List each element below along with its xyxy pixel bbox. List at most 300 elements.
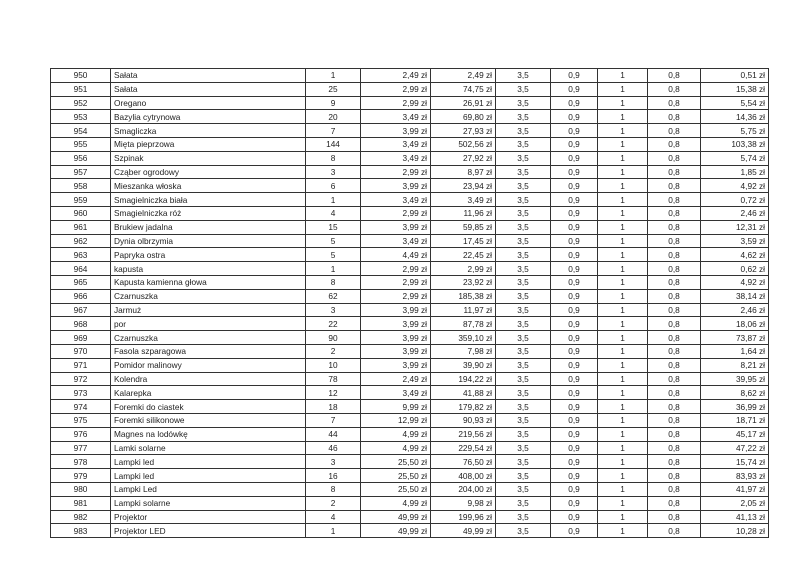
factor-d-cell: 0,8 [648, 358, 701, 372]
row-number-cell: 977 [51, 441, 111, 455]
factor-c-cell: 1 [598, 165, 648, 179]
result-amount-cell: 3,59 zł [701, 234, 769, 248]
row-number-cell: 958 [51, 179, 111, 193]
factor-c-cell: 1 [598, 124, 648, 138]
unit-price-cell: 25,50 zł [361, 482, 431, 496]
factor-a-cell: 3,5 [496, 372, 551, 386]
row-number-cell: 970 [51, 344, 111, 358]
factor-d-cell: 0,8 [648, 510, 701, 524]
product-name-cell: kapusta [111, 262, 306, 276]
factor-a-cell: 3,5 [496, 303, 551, 317]
table-row [51, 441, 769, 455]
factor-c-cell: 1 [598, 455, 648, 469]
product-name-cell: Dynia olbrzymia [111, 234, 306, 248]
factor-d-cell: 0,8 [648, 317, 701, 331]
result-amount-cell: 0,62 zł [701, 262, 769, 276]
row-number-cell: 953 [51, 110, 111, 124]
factor-d-cell: 0,8 [648, 275, 701, 289]
result-amount-cell: 83,93 zł [701, 469, 769, 483]
factor-d-cell: 0,8 [648, 372, 701, 386]
factor-c-cell: 1 [598, 400, 648, 414]
factor-a-cell: 3,5 [496, 331, 551, 345]
unit-price-cell: 2,49 zł [361, 69, 431, 83]
total-price-cell: 229,54 zł [431, 441, 496, 455]
unit-price-cell: 3,99 zł [361, 220, 431, 234]
product-name-cell: Sałata [111, 69, 306, 83]
factor-d-cell: 0,8 [648, 400, 701, 414]
factor-c-cell: 1 [598, 427, 648, 441]
row-number-cell: 956 [51, 151, 111, 165]
table-row [51, 331, 769, 345]
quantity-cell: 7 [306, 413, 361, 427]
table-row [51, 469, 769, 483]
total-price-cell: 59,85 zł [431, 220, 496, 234]
quantity-cell: 2 [306, 496, 361, 510]
quantity-cell: 1 [306, 69, 361, 83]
result-amount-cell: 36,99 zł [701, 400, 769, 414]
unit-price-cell: 49,99 zł [361, 524, 431, 538]
result-amount-cell: 15,38 zł [701, 82, 769, 96]
table-row [51, 262, 769, 276]
factor-b-cell: 0,9 [551, 372, 598, 386]
factor-a-cell: 3,5 [496, 234, 551, 248]
factor-c-cell: 1 [598, 69, 648, 83]
table-row [51, 248, 769, 262]
factor-b-cell: 0,9 [551, 482, 598, 496]
total-price-cell: 3,49 zł [431, 193, 496, 207]
factor-a-cell: 3,5 [496, 96, 551, 110]
table-row [51, 206, 769, 220]
factor-d-cell: 0,8 [648, 482, 701, 496]
result-amount-cell: 8,21 zł [701, 358, 769, 372]
result-amount-cell: 4,92 zł [701, 179, 769, 193]
product-name-cell: Czarnuszka [111, 331, 306, 345]
factor-d-cell: 0,8 [648, 165, 701, 179]
table-row [51, 413, 769, 427]
total-price-cell: 69,80 zł [431, 110, 496, 124]
result-amount-cell: 38,14 zł [701, 289, 769, 303]
result-amount-cell: 0,51 zł [701, 69, 769, 83]
factor-d-cell: 0,8 [648, 220, 701, 234]
factor-b-cell: 0,9 [551, 344, 598, 358]
factor-c-cell: 1 [598, 524, 648, 538]
table-row [51, 372, 769, 386]
result-amount-cell: 45,17 zł [701, 427, 769, 441]
factor-a-cell: 3,5 [496, 151, 551, 165]
product-name-cell: Kapusta kamienna głowa [111, 275, 306, 289]
row-number-cell: 982 [51, 510, 111, 524]
product-name-cell: Oregano [111, 96, 306, 110]
total-price-cell: 39,90 zł [431, 358, 496, 372]
quantity-cell: 1 [306, 193, 361, 207]
unit-price-cell: 3,99 zł [361, 317, 431, 331]
factor-a-cell: 3,5 [496, 289, 551, 303]
result-amount-cell: 0,72 zł [701, 193, 769, 207]
unit-price-cell: 2,99 zł [361, 206, 431, 220]
product-name-cell: Lampki led [111, 469, 306, 483]
factor-a-cell: 3,5 [496, 193, 551, 207]
table-row [51, 69, 769, 83]
factor-a-cell: 3,5 [496, 427, 551, 441]
factor-a-cell: 3,5 [496, 82, 551, 96]
table-row [51, 110, 769, 124]
factor-b-cell: 0,9 [551, 386, 598, 400]
total-price-cell: 87,78 zł [431, 317, 496, 331]
total-price-cell: 408,00 zł [431, 469, 496, 483]
factor-c-cell: 1 [598, 179, 648, 193]
table-row [51, 510, 769, 524]
unit-price-cell: 2,99 zł [361, 262, 431, 276]
factor-a-cell: 3,5 [496, 110, 551, 124]
table-row [51, 275, 769, 289]
product-name-cell: Szpinak [111, 151, 306, 165]
result-amount-cell: 5,74 zł [701, 151, 769, 165]
total-price-cell: 41,88 zł [431, 386, 496, 400]
factor-b-cell: 0,9 [551, 331, 598, 345]
result-amount-cell: 15,74 zł [701, 455, 769, 469]
factor-a-cell: 3,5 [496, 317, 551, 331]
result-amount-cell: 103,38 zł [701, 137, 769, 151]
factor-b-cell: 0,9 [551, 262, 598, 276]
factor-a-cell: 3,5 [496, 400, 551, 414]
factor-a-cell: 3,5 [496, 220, 551, 234]
factor-b-cell: 0,9 [551, 82, 598, 96]
factor-b-cell: 0,9 [551, 220, 598, 234]
quantity-cell: 5 [306, 234, 361, 248]
table-row [51, 179, 769, 193]
total-price-cell: 23,94 zł [431, 179, 496, 193]
quantity-cell: 62 [306, 289, 361, 303]
row-number-cell: 954 [51, 124, 111, 138]
factor-a-cell: 3,5 [496, 248, 551, 262]
quantity-cell: 4 [306, 510, 361, 524]
row-number-cell: 976 [51, 427, 111, 441]
product-name-cell: Lamki solarne [111, 441, 306, 455]
total-price-cell: 185,38 zł [431, 289, 496, 303]
quantity-cell: 10 [306, 358, 361, 372]
row-number-cell: 973 [51, 386, 111, 400]
quantity-cell: 16 [306, 469, 361, 483]
factor-a-cell: 3,5 [496, 413, 551, 427]
factor-d-cell: 0,8 [648, 124, 701, 138]
quantity-cell: 6 [306, 179, 361, 193]
factor-a-cell: 3,5 [496, 69, 551, 83]
factor-c-cell: 1 [598, 331, 648, 345]
row-number-cell: 955 [51, 137, 111, 151]
row-number-cell: 967 [51, 303, 111, 317]
factor-c-cell: 1 [598, 248, 648, 262]
quantity-cell: 44 [306, 427, 361, 441]
factor-c-cell: 1 [598, 82, 648, 96]
factor-c-cell: 1 [598, 137, 648, 151]
total-price-cell: 2,49 zł [431, 69, 496, 83]
unit-price-cell: 3,99 zł [361, 358, 431, 372]
factor-d-cell: 0,8 [648, 524, 701, 538]
table-row [51, 96, 769, 110]
factor-a-cell: 3,5 [496, 441, 551, 455]
factor-c-cell: 1 [598, 510, 648, 524]
total-price-cell: 76,50 zł [431, 455, 496, 469]
factor-a-cell: 3,5 [496, 165, 551, 179]
factor-a-cell: 3,5 [496, 524, 551, 538]
factor-c-cell: 1 [598, 441, 648, 455]
data-table [50, 68, 769, 538]
factor-a-cell: 3,5 [496, 386, 551, 400]
quantity-cell: 8 [306, 275, 361, 289]
row-number-cell: 968 [51, 317, 111, 331]
factor-b-cell: 0,9 [551, 441, 598, 455]
quantity-cell: 46 [306, 441, 361, 455]
table-row [51, 82, 769, 96]
factor-c-cell: 1 [598, 220, 648, 234]
unit-price-cell: 4,99 zł [361, 496, 431, 510]
product-name-cell: Projektor LED [111, 524, 306, 538]
quantity-cell: 3 [306, 303, 361, 317]
result-amount-cell: 1,85 zł [701, 165, 769, 179]
total-price-cell: 49,99 zł [431, 524, 496, 538]
unit-price-cell: 3,49 zł [361, 151, 431, 165]
total-price-cell: 8,97 zł [431, 165, 496, 179]
result-amount-cell: 12,31 zł [701, 220, 769, 234]
total-price-cell: 179,82 zł [431, 400, 496, 414]
unit-price-cell: 4,99 zł [361, 441, 431, 455]
product-name-cell: Czarnuszka [111, 289, 306, 303]
product-name-cell: Magnes na lodówkę [111, 427, 306, 441]
factor-d-cell: 0,8 [648, 110, 701, 124]
quantity-cell: 3 [306, 455, 361, 469]
factor-b-cell: 0,9 [551, 275, 598, 289]
factor-b-cell: 0,9 [551, 96, 598, 110]
total-price-cell: 502,56 zł [431, 137, 496, 151]
row-number-cell: 951 [51, 82, 111, 96]
table-row [51, 455, 769, 469]
unit-price-cell: 3,99 zł [361, 331, 431, 345]
factor-d-cell: 0,8 [648, 441, 701, 455]
factor-a-cell: 3,5 [496, 455, 551, 469]
factor-d-cell: 0,8 [648, 206, 701, 220]
row-number-cell: 980 [51, 482, 111, 496]
product-name-cell: Smagliczka [111, 124, 306, 138]
result-amount-cell: 2,46 zł [701, 303, 769, 317]
quantity-cell: 4 [306, 206, 361, 220]
factor-b-cell: 0,9 [551, 234, 598, 248]
factor-c-cell: 1 [598, 206, 648, 220]
factor-a-cell: 3,5 [496, 124, 551, 138]
factor-d-cell: 0,8 [648, 469, 701, 483]
factor-c-cell: 1 [598, 344, 648, 358]
factor-b-cell: 0,9 [551, 151, 598, 165]
factor-c-cell: 1 [598, 193, 648, 207]
factor-c-cell: 1 [598, 358, 648, 372]
result-amount-cell: 18,71 zł [701, 413, 769, 427]
factor-a-cell: 3,5 [496, 344, 551, 358]
factor-b-cell: 0,9 [551, 110, 598, 124]
factor-d-cell: 0,8 [648, 344, 701, 358]
product-name-cell: Bazylia cytrynowa [111, 110, 306, 124]
row-number-cell: 981 [51, 496, 111, 510]
product-name-cell: Smagielniczka róż [111, 206, 306, 220]
factor-c-cell: 1 [598, 234, 648, 248]
factor-a-cell: 3,5 [496, 137, 551, 151]
row-number-cell: 963 [51, 248, 111, 262]
factor-a-cell: 3,5 [496, 358, 551, 372]
row-number-cell: 952 [51, 96, 111, 110]
factor-b-cell: 0,9 [551, 455, 598, 469]
factor-c-cell: 1 [598, 317, 648, 331]
unit-price-cell: 3,49 zł [361, 234, 431, 248]
product-name-cell: Mięta pieprzowa [111, 137, 306, 151]
total-price-cell: 219,56 zł [431, 427, 496, 441]
product-name-cell: Pomidor malinowy [111, 358, 306, 372]
quantity-cell: 1 [306, 262, 361, 276]
factor-c-cell: 1 [598, 262, 648, 276]
table-row [51, 344, 769, 358]
factor-d-cell: 0,8 [648, 496, 701, 510]
total-price-cell: 359,10 zł [431, 331, 496, 345]
unit-price-cell: 2,99 zł [361, 165, 431, 179]
factor-b-cell: 0,9 [551, 317, 598, 331]
factor-a-cell: 3,5 [496, 510, 551, 524]
factor-a-cell: 3,5 [496, 275, 551, 289]
factor-d-cell: 0,8 [648, 137, 701, 151]
row-number-cell: 978 [51, 455, 111, 469]
factor-b-cell: 0,9 [551, 413, 598, 427]
total-price-cell: 27,93 zł [431, 124, 496, 138]
total-price-cell: 17,45 zł [431, 234, 496, 248]
factor-d-cell: 0,8 [648, 427, 701, 441]
unit-price-cell: 4,49 zł [361, 248, 431, 262]
factor-b-cell: 0,9 [551, 248, 598, 262]
row-number-cell: 979 [51, 469, 111, 483]
quantity-cell: 90 [306, 331, 361, 345]
table-row [51, 496, 769, 510]
row-number-cell: 964 [51, 262, 111, 276]
factor-d-cell: 0,8 [648, 193, 701, 207]
table-row [51, 124, 769, 138]
factor-c-cell: 1 [598, 151, 648, 165]
result-amount-cell: 10,28 zł [701, 524, 769, 538]
result-amount-cell: 73,87 zł [701, 331, 769, 345]
quantity-cell: 78 [306, 372, 361, 386]
result-amount-cell: 4,62 zł [701, 248, 769, 262]
factor-c-cell: 1 [598, 413, 648, 427]
factor-b-cell: 0,9 [551, 124, 598, 138]
unit-price-cell: 3,99 zł [361, 344, 431, 358]
row-number-cell: 966 [51, 289, 111, 303]
quantity-cell: 5 [306, 248, 361, 262]
product-name-cell: por [111, 317, 306, 331]
row-number-cell: 975 [51, 413, 111, 427]
table-row [51, 220, 769, 234]
factor-d-cell: 0,8 [648, 151, 701, 165]
product-name-cell: Lampki solarne [111, 496, 306, 510]
table-row [51, 400, 769, 414]
total-price-cell: 9,98 zł [431, 496, 496, 510]
factor-a-cell: 3,5 [496, 469, 551, 483]
table-row [51, 358, 769, 372]
row-number-cell: 962 [51, 234, 111, 248]
product-name-cell: Cząber ogrodowy [111, 165, 306, 179]
result-amount-cell: 5,54 zł [701, 96, 769, 110]
unit-price-cell: 2,99 zł [361, 289, 431, 303]
quantity-cell: 8 [306, 151, 361, 165]
factor-c-cell: 1 [598, 386, 648, 400]
result-amount-cell: 41,13 zł [701, 510, 769, 524]
factor-b-cell: 0,9 [551, 137, 598, 151]
total-price-cell: 7,98 zł [431, 344, 496, 358]
unit-price-cell: 9,99 zł [361, 400, 431, 414]
table-row [51, 137, 769, 151]
table-row [51, 151, 769, 165]
product-name-cell: Brukiew jadalna [111, 220, 306, 234]
unit-price-cell: 3,99 zł [361, 124, 431, 138]
quantity-cell: 15 [306, 220, 361, 234]
factor-b-cell: 0,9 [551, 510, 598, 524]
product-name-cell: Lampki led [111, 455, 306, 469]
factor-c-cell: 1 [598, 110, 648, 124]
quantity-cell: 3 [306, 165, 361, 179]
total-price-cell: 11,96 zł [431, 206, 496, 220]
table-row [51, 386, 769, 400]
total-price-cell: 199,96 zł [431, 510, 496, 524]
factor-b-cell: 0,9 [551, 206, 598, 220]
factor-d-cell: 0,8 [648, 69, 701, 83]
factor-b-cell: 0,9 [551, 165, 598, 179]
row-number-cell: 957 [51, 165, 111, 179]
factor-a-cell: 3,5 [496, 496, 551, 510]
factor-b-cell: 0,9 [551, 69, 598, 83]
factor-b-cell: 0,9 [551, 358, 598, 372]
factor-d-cell: 0,8 [648, 303, 701, 317]
factor-c-cell: 1 [598, 303, 648, 317]
total-price-cell: 11,97 zł [431, 303, 496, 317]
factor-d-cell: 0,8 [648, 248, 701, 262]
factor-d-cell: 0,8 [648, 262, 701, 276]
result-amount-cell: 18,06 zł [701, 317, 769, 331]
factor-a-cell: 3,5 [496, 179, 551, 193]
unit-price-cell: 3,49 zł [361, 386, 431, 400]
table-row [51, 193, 769, 207]
unit-price-cell: 25,50 zł [361, 455, 431, 469]
table-row [51, 303, 769, 317]
total-price-cell: 26,91 zł [431, 96, 496, 110]
row-number-cell: 960 [51, 206, 111, 220]
row-number-cell: 972 [51, 372, 111, 386]
table-row [51, 165, 769, 179]
product-name-cell: Papryka ostra [111, 248, 306, 262]
result-amount-cell: 14,36 zł [701, 110, 769, 124]
quantity-cell: 8 [306, 482, 361, 496]
product-name-cell: Kolendra [111, 372, 306, 386]
result-amount-cell: 2,05 zł [701, 496, 769, 510]
factor-c-cell: 1 [598, 275, 648, 289]
unit-price-cell: 25,50 zł [361, 469, 431, 483]
row-number-cell: 971 [51, 358, 111, 372]
product-name-cell: Sałata [111, 82, 306, 96]
product-name-cell: Lampki Led [111, 482, 306, 496]
table-row [51, 524, 769, 538]
row-number-cell: 965 [51, 275, 111, 289]
total-price-cell: 74,75 zł [431, 82, 496, 96]
factor-a-cell: 3,5 [496, 206, 551, 220]
unit-price-cell: 3,49 zł [361, 110, 431, 124]
product-name-cell: Foremki do ciastek [111, 400, 306, 414]
quantity-cell: 2 [306, 344, 361, 358]
product-name-cell: Fasola szparagowa [111, 344, 306, 358]
result-amount-cell: 2,46 zł [701, 206, 769, 220]
result-amount-cell: 4,92 zł [701, 275, 769, 289]
factor-c-cell: 1 [598, 372, 648, 386]
